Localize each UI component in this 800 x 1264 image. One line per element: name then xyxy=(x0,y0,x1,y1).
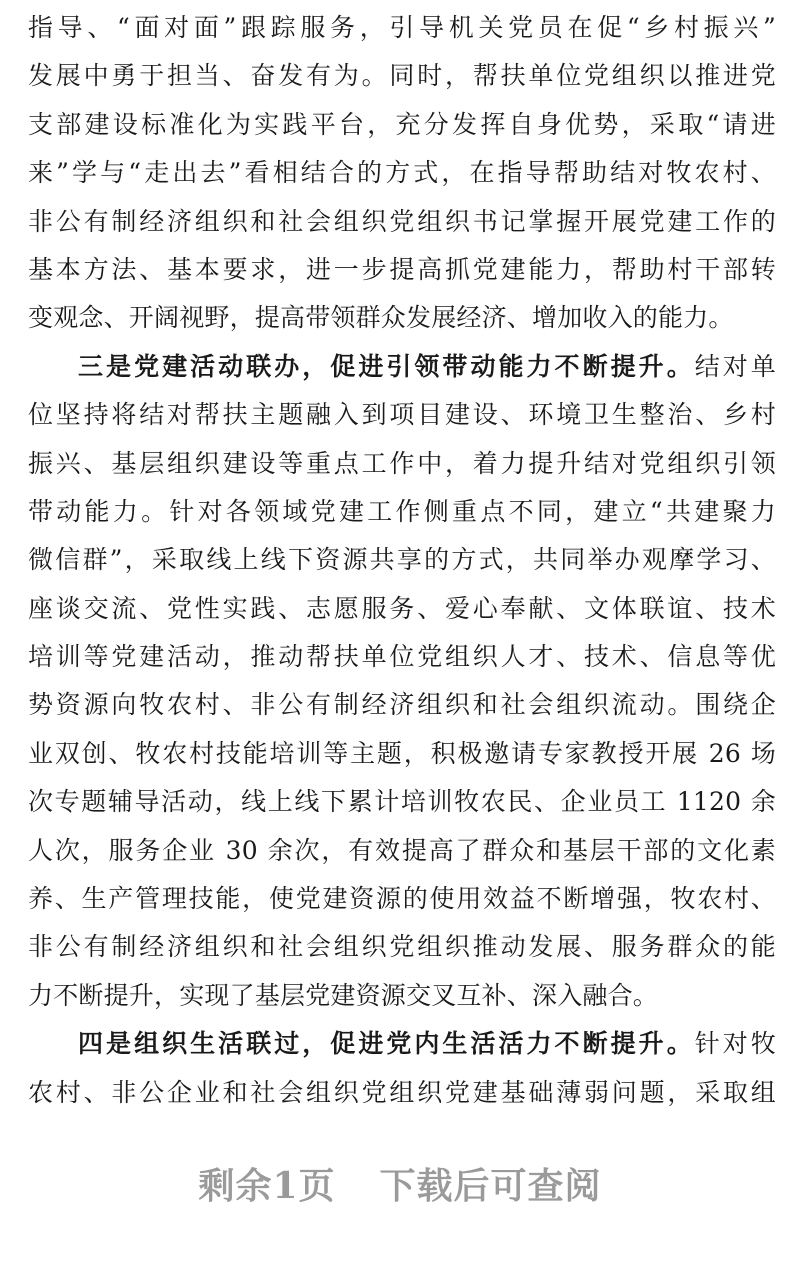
paragraph-line: 次专题辅导活动，线上线下累计培训牧农民、企业员工 1120 余 xyxy=(28,787,776,817)
paragraph-line: 支部建设标准化为实践平台，充分发挥自身优势，采取“请进 xyxy=(28,109,776,139)
section-4-first-line-rest: 针对牧 xyxy=(694,1029,777,1059)
paragraph-line: 振兴、基层组织建设等重点工作中，着力提升结对党组织引领 xyxy=(28,448,776,478)
download-prompt[interactable] xyxy=(0,1158,800,1209)
paragraph-line: 位坚持将结对帮扶主题融入到项目建设、环境卫生整治、乡村 xyxy=(28,400,776,430)
section-3-first-line-rest: 结对单 xyxy=(694,351,777,381)
section-3-first-line xyxy=(28,343,776,391)
paragraph-line: 指导、“面对面”跟踪服务，引导机关党员在促“乡村振兴” xyxy=(28,13,776,42)
paragraph-line: 人次，服务企业 30 余次，有效提高了群众和基层干部的文化素 xyxy=(28,835,776,865)
document-body xyxy=(28,4,776,1117)
paragraph-line: 座谈交流、党性实践、志愿服务、爱心奉献、文体联谊、技术 xyxy=(28,593,776,623)
paragraph-line: 培训等党建活动，推动帮扶单位党组织人才、技术、信息等优 xyxy=(28,642,776,672)
paragraph-line: 基本方法、基本要求，进一步提高抓党建能力，帮助村干部转 xyxy=(28,254,776,284)
section-4-first-line xyxy=(28,1020,776,1068)
section-4-heading: 四是组织生活联过，促进党内生活活力不断提升。 xyxy=(78,1029,695,1059)
remaining-pages-label: 剩余1页 xyxy=(198,1165,336,1207)
paragraph-line: 发展中勇于担当、奋发有为。同时，帮扶单位党组织以推进党 xyxy=(28,61,776,91)
download-hint-label: 下载后可查阅 xyxy=(379,1165,602,1207)
paragraph-line: 农村、非公企业和社会组织党组织党建基础薄弱问题，采取组 xyxy=(28,1077,776,1107)
paragraph-line: 非公有制经济组织和社会组织党组织推动发展、服务群众的能 xyxy=(28,932,776,962)
paragraph-line: 变观念、开阔视野，提高带领群众发展经济、增加收入的能力。 xyxy=(28,303,734,333)
paragraph-line: 业双创、牧农村技能培训等主题，积极邀请专家教授开展 26 场 xyxy=(28,738,776,768)
paragraph-line: 来”学与“走出去”看相结合的方式，在指导帮助结对牧农村、 xyxy=(28,158,776,188)
paragraph-line: 非公有制经济组织和社会组织党组织书记掌握开展党建工作的 xyxy=(28,206,776,236)
paragraph-line: 带动能力。针对各领域党建工作侧重点不同，建立“共建聚力 xyxy=(28,496,776,526)
paragraph-line: 养、生产管理技能，使党建资源的使用效益不断增强，牧农村、 xyxy=(28,884,776,914)
section-3-heading: 三是党建活动联办，促进引领带动能力不断提升。 xyxy=(78,351,695,381)
paragraph-line: 势资源向牧农村、非公有制经济组织和社会组织流动。围绕企 xyxy=(28,690,776,720)
paragraph-line: 微信群”，采取线上线下资源共享的方式，共同举办观摩学习、 xyxy=(28,545,776,575)
paragraph-line: 力不断提升，实现了基层党建资源交叉互补、深入融合。 xyxy=(28,980,659,1010)
